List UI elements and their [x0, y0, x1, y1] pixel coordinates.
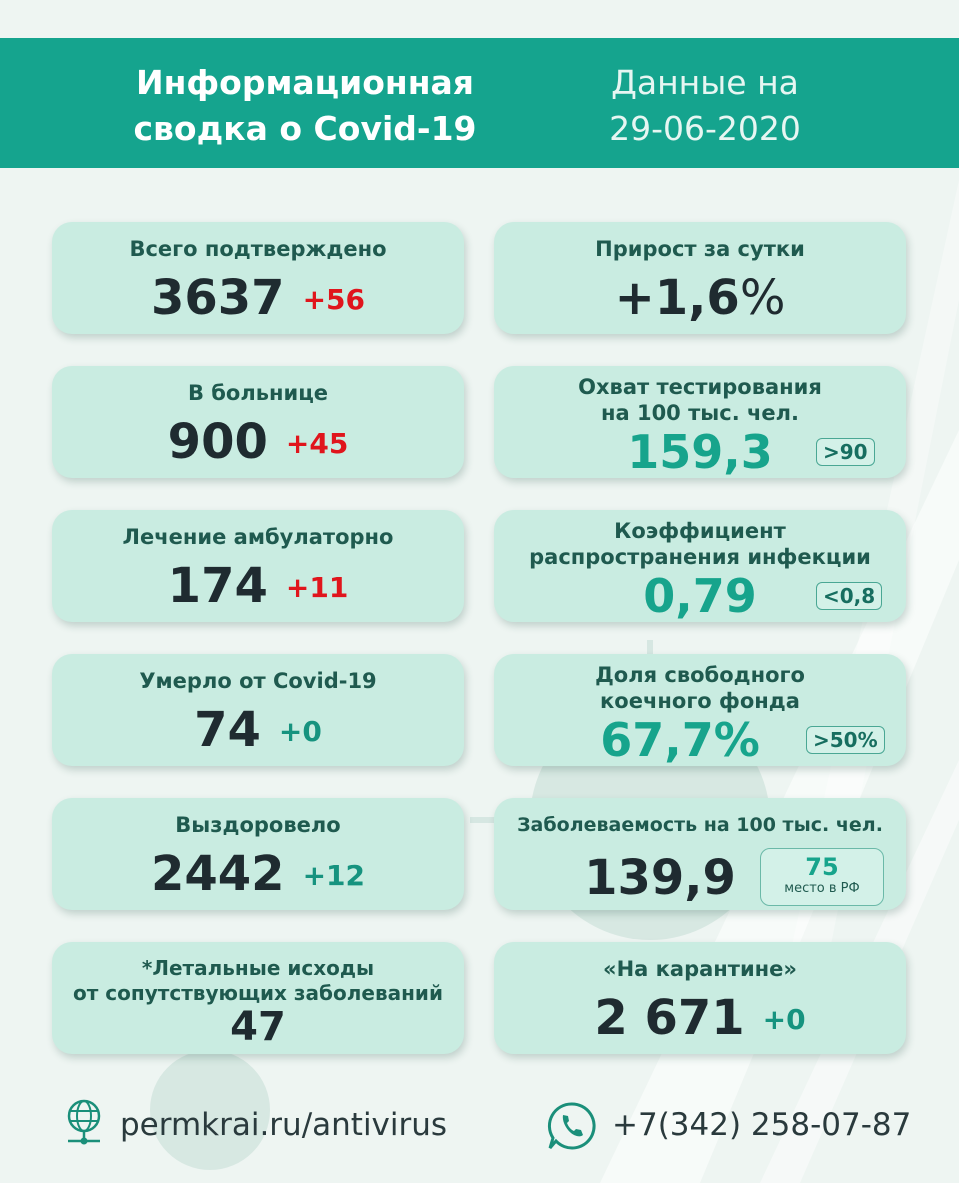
- rank-label: место в РФ: [784, 881, 860, 896]
- value-number: 3637: [150, 270, 285, 326]
- rank-number: 75: [805, 853, 839, 881]
- card-label: [502, 662, 898, 714]
- card-value: [52, 844, 464, 904]
- card-recovered: [52, 798, 464, 910]
- report-date: [570, 60, 840, 152]
- card-value: [52, 1004, 464, 1050]
- card-daily-growth: [494, 222, 906, 334]
- region-rank-badge: [760, 848, 884, 906]
- card-value: 139,9: [584, 850, 736, 906]
- label-line-1: *Летальные исходы: [141, 956, 375, 980]
- value-number: 74: [194, 702, 261, 758]
- page-title: [90, 60, 520, 152]
- threshold-badge: >50%: [806, 726, 885, 754]
- label-line-2: распространения инфекции: [529, 545, 871, 569]
- value-delta: +11: [285, 571, 349, 604]
- card-spread-coefficient: [494, 510, 906, 622]
- card-label: Заболеваемость на 100 тыс. чел.: [517, 814, 883, 836]
- card-label: Всего подтверждено: [129, 237, 387, 261]
- label-line-2: на 100 тыс. чел.: [600, 401, 800, 425]
- card-label: Лечение амбулаторно: [122, 525, 394, 549]
- card-free-beds: [494, 654, 906, 766]
- label-line-2: от сопутствующих заболеваний: [73, 981, 443, 1005]
- card-value: [52, 700, 464, 760]
- card-quarantine: [494, 942, 906, 1054]
- phone-number[interactable]: +7(342) 258-07-87: [612, 1107, 912, 1143]
- value-number: +1,6: [614, 270, 740, 326]
- label-line-2: коечного фонда: [600, 689, 800, 713]
- title-line-1: Информационная: [135, 63, 474, 102]
- card-label: [60, 956, 456, 1006]
- label-line-1: Коэффициент: [614, 519, 786, 543]
- label-line-1: Охват тестирования: [578, 375, 822, 399]
- value-number: 2442: [150, 846, 285, 902]
- card-value: 0,79: [643, 569, 757, 623]
- card-in-hospital: [52, 366, 464, 478]
- card-total-confirmed: [52, 222, 464, 334]
- value-number: 47: [230, 1004, 286, 1050]
- whatsapp-phone-icon: [546, 1100, 598, 1152]
- value-number: 2 671: [594, 990, 745, 1046]
- card-label: [502, 374, 898, 426]
- card-label: Выздоровело: [175, 813, 341, 837]
- card-label: Умерло от Covid-19: [139, 669, 377, 693]
- card-value: [52, 268, 464, 328]
- card-outpatient: [52, 510, 464, 622]
- card-value: 67,7%: [600, 713, 760, 767]
- website-link[interactable]: permkrai.ru/antivirus: [120, 1107, 448, 1143]
- card-label: «На карантине»: [603, 957, 797, 981]
- card-value: [52, 556, 464, 616]
- header-banner: [0, 38, 959, 168]
- card-label: [502, 518, 898, 570]
- value-delta: +0: [762, 1003, 806, 1036]
- card-testing-coverage: [494, 366, 906, 478]
- card-value: [494, 268, 906, 328]
- value-delta: +56: [302, 283, 366, 316]
- value-unit: %: [739, 270, 786, 326]
- card-incidence: [494, 798, 906, 910]
- globe-network-icon: [64, 1098, 104, 1148]
- threshold-badge: <0,8: [816, 582, 882, 610]
- card-label: Прирост за сутки: [595, 237, 805, 261]
- card-comorbidity-deaths: [52, 942, 464, 1054]
- value-number: 900: [167, 414, 268, 470]
- threshold-badge: >90: [816, 438, 875, 466]
- card-value: [494, 988, 906, 1048]
- card-value: [52, 412, 464, 472]
- card-deaths: [52, 654, 464, 766]
- date-value: 29-06-2020: [609, 109, 801, 148]
- value-delta: +45: [285, 427, 349, 460]
- value-delta: +0: [278, 715, 322, 748]
- value-number: 174: [167, 558, 268, 614]
- title-line-2: сводка о Covid-19: [133, 109, 477, 148]
- date-label: Данные на: [611, 63, 799, 102]
- card-label: В больнице: [187, 381, 329, 405]
- label-line-1: Доля свободного: [595, 663, 805, 687]
- card-value: 159,3: [627, 425, 773, 479]
- value-delta: +12: [302, 859, 366, 892]
